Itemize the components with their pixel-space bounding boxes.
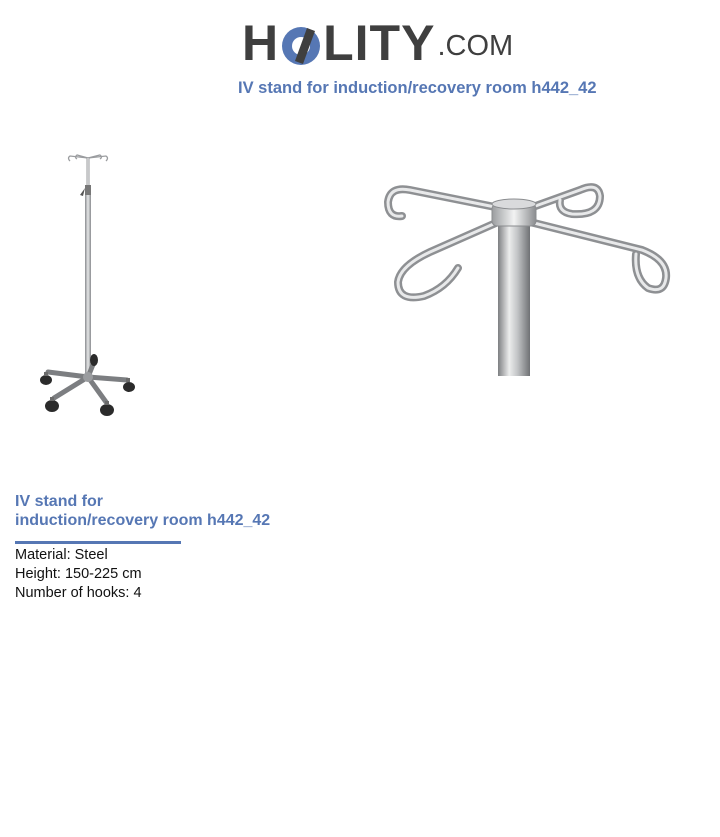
product-image-hooks-detail: [380, 170, 680, 380]
product-specs: [15, 546, 142, 603]
logo-letters-lity: LITY: [323, 15, 436, 71]
logo-domain: .COM: [437, 30, 514, 62]
spec-material: Material: Steel: [15, 547, 108, 563]
page-title: IV stand for induction/recovery room h442_42: [238, 79, 597, 97]
spec-height: Height: 150-225 cm: [15, 566, 142, 582]
product-title-line-1: IV stand for: [15, 493, 104, 510]
logo-letter-h: H: [242, 15, 280, 71]
product-image-full: [30, 140, 150, 430]
holity-o-icon: [281, 24, 321, 64]
spec-hooks: Number of hooks: 4: [15, 585, 142, 601]
holity-logo[interactable]: [242, 14, 514, 71]
product-title: [15, 492, 315, 530]
title-divider: [15, 541, 181, 544]
product-title-line-2: induction/recovery room h442_42: [15, 512, 271, 529]
logo-wordmark: [242, 15, 436, 71]
